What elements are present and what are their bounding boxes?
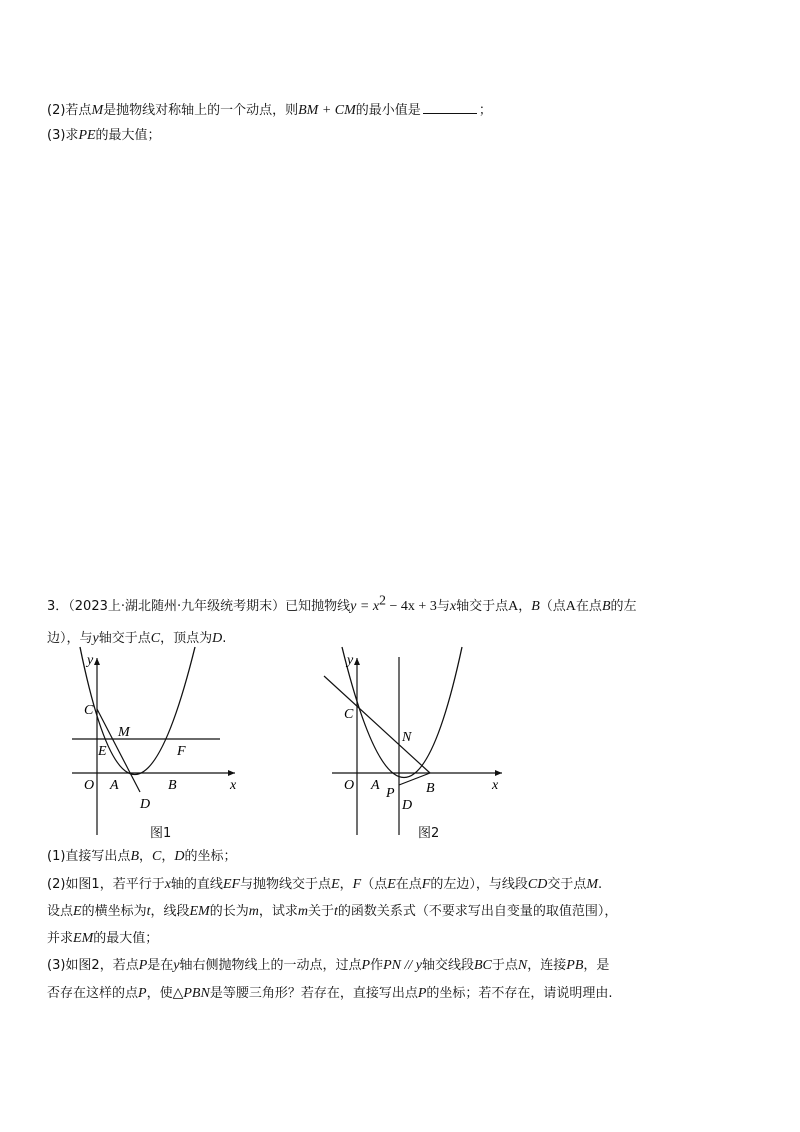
figure-1 [60, 652, 250, 842]
sub-question-2-line1: (2)如图1，若平行于x轴的直线EF与抛物线交于点E，F（点E在点F的左边），与线段CD交于点M. [47, 877, 603, 892]
fig1-label-O: O [84, 778, 95, 793]
sub-question-1: (1)直接写出点B，C，D的坐标； [47, 849, 237, 864]
sub-question-2-line3: 并求EM的最大值； [47, 931, 159, 946]
fig2-label-O: O [344, 778, 355, 793]
fig1-label-E: E [98, 744, 107, 759]
sub-question-2-line2: 设点E的横坐标为t，线段EM的长为m，试求m关于t的函数关系式（不要求写出自变量的取值范围）， [47, 904, 618, 919]
fig2-label-P: P [386, 786, 395, 801]
fig2-label-N: N [402, 730, 412, 745]
fig2-label-C: C [344, 707, 354, 722]
fig2-x-arrow [495, 770, 502, 776]
sub-question-3-line2: 否存在这样的点P，使△PBN是等腰三角形？若存在，直接写出点P的坐标；若不存在，请说明理由. [47, 986, 613, 1001]
fig2-label-y: y [347, 653, 354, 668]
fig2-label-D: D [402, 798, 413, 813]
figure-2-caption: 图2 [418, 826, 440, 841]
fig2-line-BC [324, 676, 430, 773]
fig2-label-A: A [371, 778, 380, 793]
fig1-label-y: y [87, 653, 94, 668]
fig1-label-A: A [110, 778, 119, 793]
answer-blank[interactable] [423, 100, 477, 114]
fig1-label-B: B [168, 778, 177, 793]
sub-question-3-line1: (3)如图2，若点P是在y轴右侧抛物线上的一动点，过点P作PN // y轴交线段BC于点N，连接PB，是 [47, 958, 610, 973]
fig2-label-B: B [426, 781, 435, 796]
fig2-y-arrow [354, 658, 360, 665]
prev-question-2: (2)若点M是抛物线对称轴上的一个动点，则BM + CM的最小值是 ； [47, 100, 492, 120]
fig1-label-x: x [230, 778, 237, 793]
prev-question-3: (3)求PE的最大值； [47, 128, 161, 143]
fig1-label-M: M [118, 725, 130, 740]
problem3-stem-line1: 3．（2023上·湖北随州·九年级统考期末）已知抛物线$y = x^2 - 4x + 3$与x轴交于点A，B（点A在点B的左 [47, 593, 637, 614]
figure-1-caption: 图1 [150, 826, 172, 841]
figure-2 [320, 652, 520, 842]
fig1-label-D: D [140, 797, 151, 812]
problem3-stem-line2: 边），与y轴交于点C，顶点为D. [47, 631, 227, 646]
fig1-label-C: C [84, 703, 94, 718]
fig2-label-x: x [492, 778, 499, 793]
fig1-label-F: F [177, 744, 186, 759]
fig1-x-arrow [228, 770, 235, 776]
fig1-y-arrow [94, 658, 100, 665]
fig2-parabola [342, 647, 462, 778]
